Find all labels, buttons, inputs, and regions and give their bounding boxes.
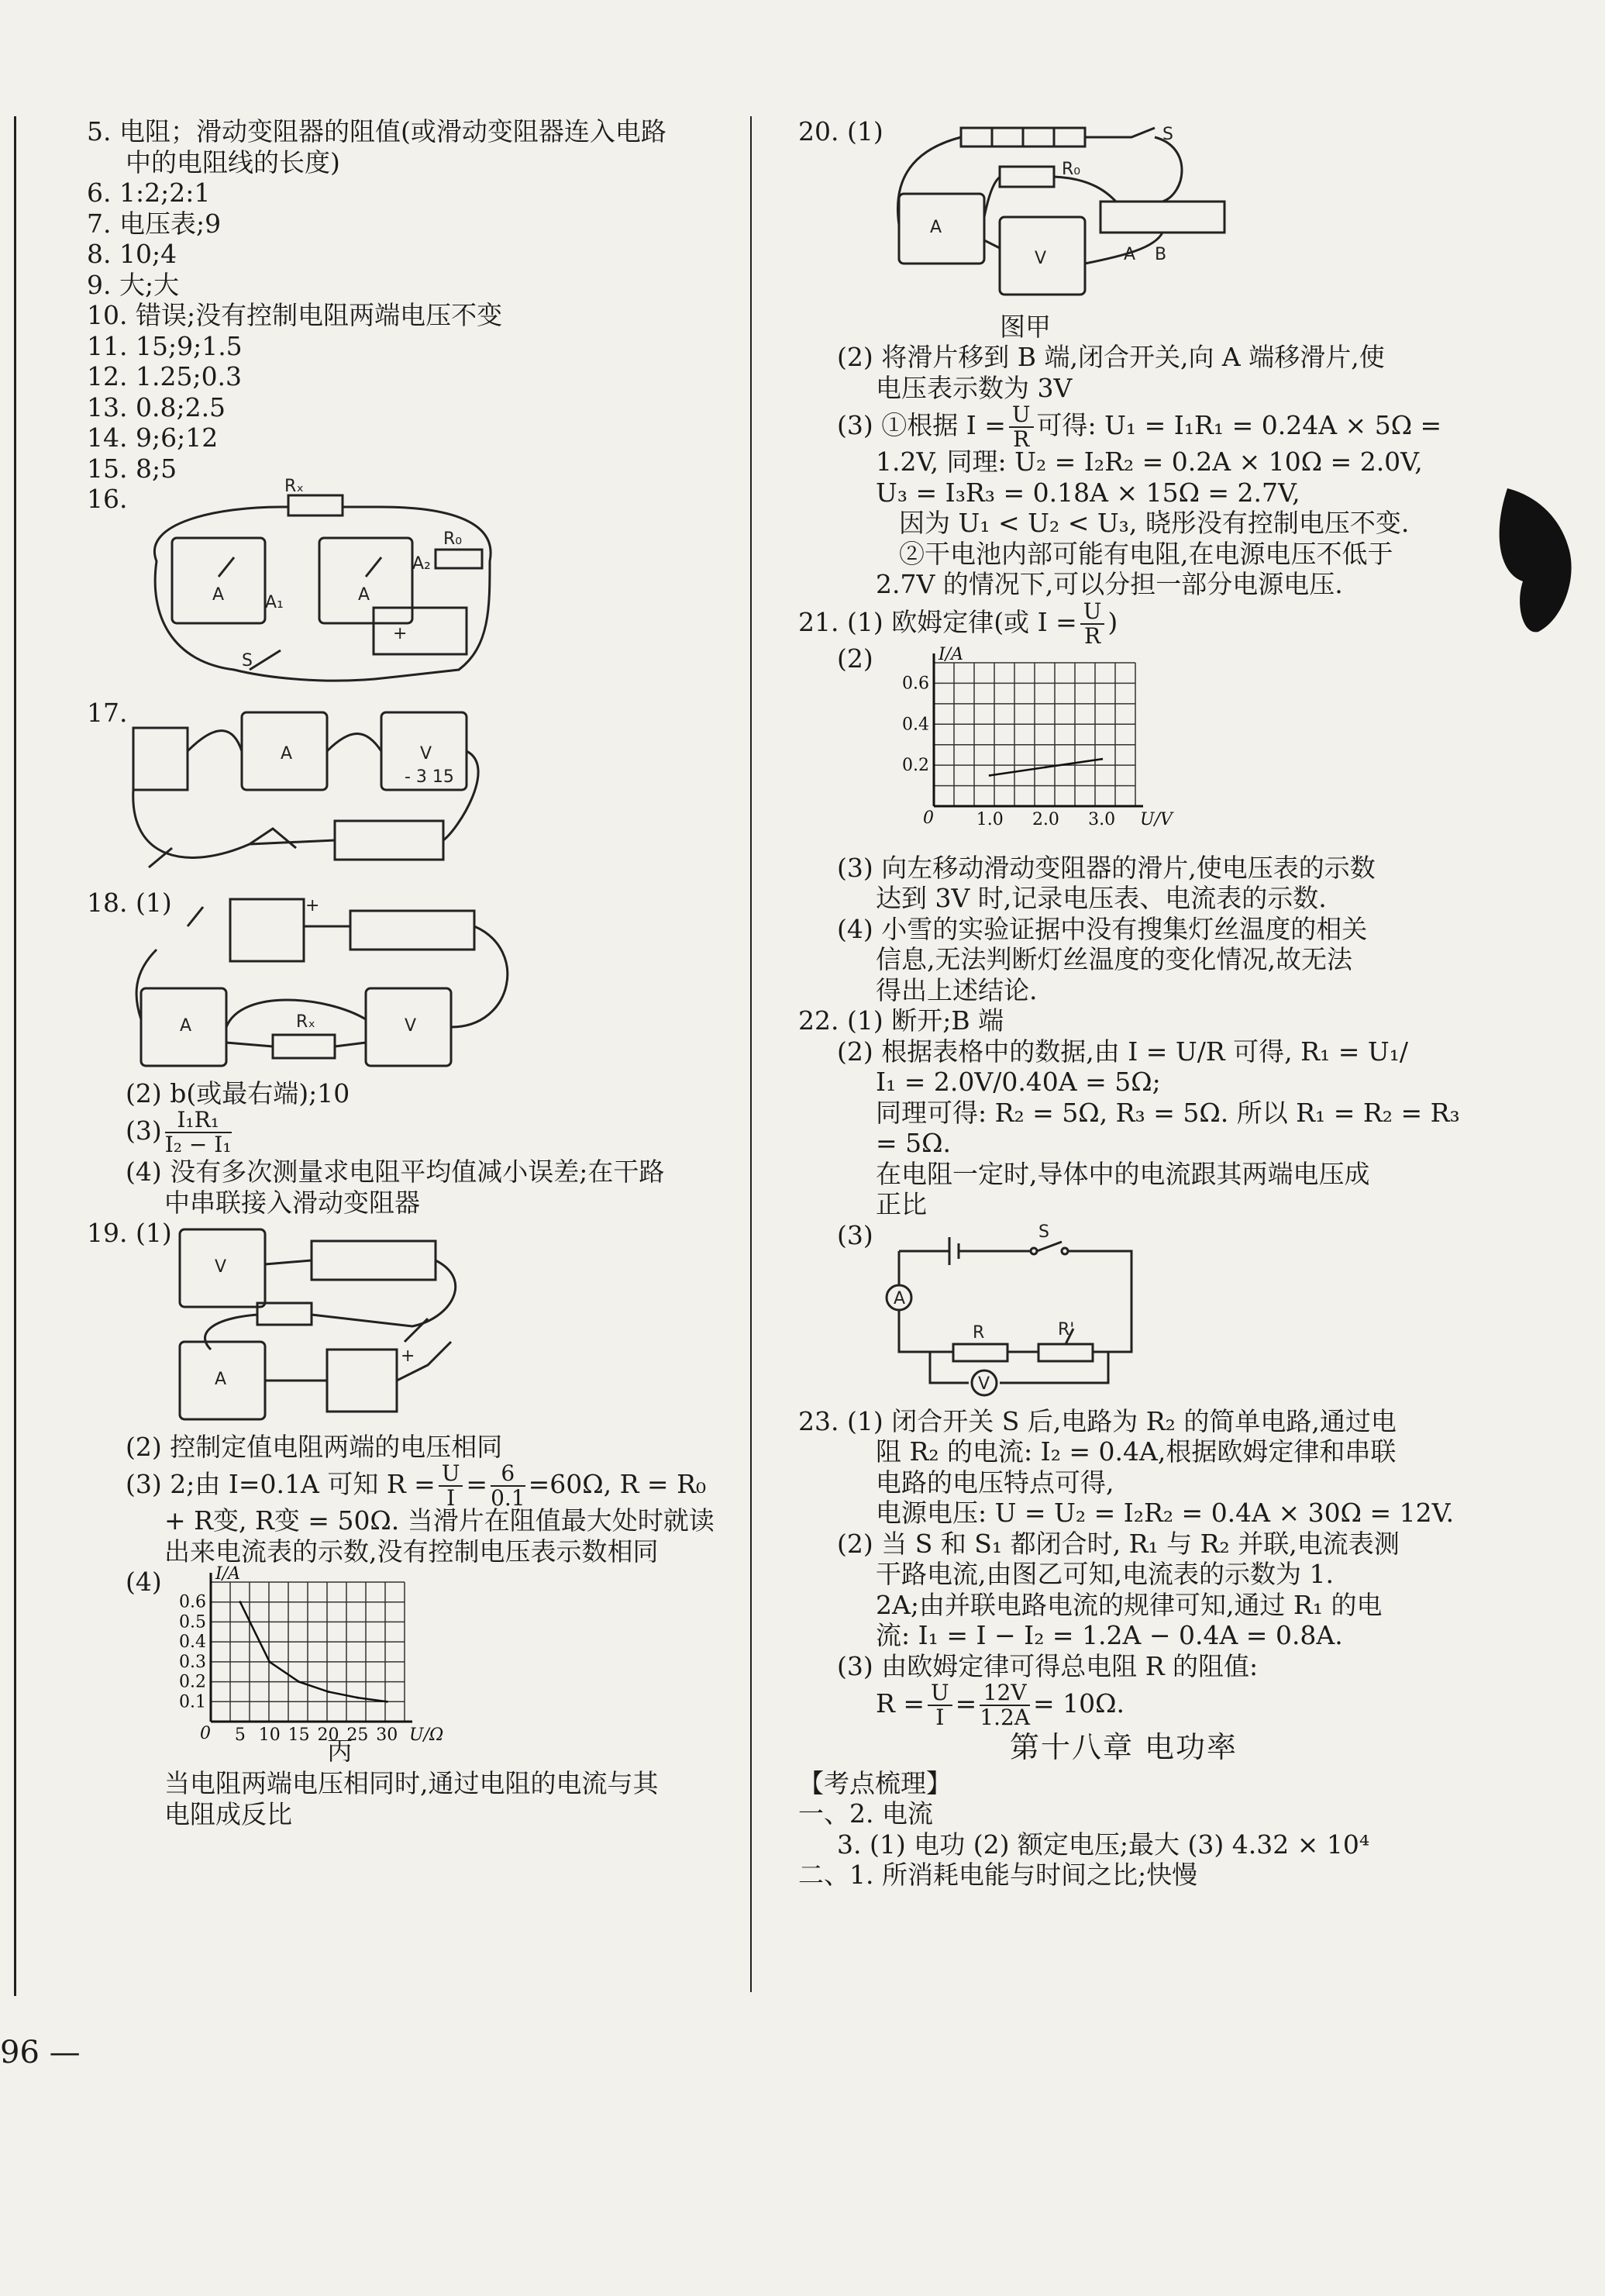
data-point [268,1660,270,1663]
answer-19-conclusion: 当电阻两端电压相同时,通过电阻的电流与其 [164,1768,659,1798]
ammeter-symbol: A [894,1288,906,1308]
fraction-u-over-i: $\frac{U}{I}$ [439,1462,463,1510]
chart-current-vs-resistance [172,1564,498,1753]
label-a1: A₁ [265,592,284,612]
answer-22-2-c: 同理可得: R₂ = 5Ω, R₃ = 5Ω. 所以 R₁ = R₂ = R₃ [876,1097,1460,1128]
data-point [356,1697,359,1699]
x-tick-label: 3.0 [1088,809,1116,829]
label-s-22: S [1038,1222,1049,1242]
answer-19-3: (3) 2;由 I=0.1A 可知 R = $\frac{U}{I}$ = $\frac{6}{0.1}$ =60Ω, R = R₀ [126,1460,707,1511]
label-rprime-22: R' [1058,1319,1075,1339]
answer-21-4-c: 得出上述结论. [876,974,1038,1005]
label-a2: A₂ [412,553,431,574]
data-point [239,1601,241,1603]
origin-label: 0 [923,808,934,828]
label-v-18: V [405,1015,417,1036]
answer-22-2-e: 在电阻一定时,导体中的电流跟其两端电压成 [876,1158,1370,1189]
answer-23-1-b: 阻 R₂ 的电流: I₂ = 0.4A,根据欧姆定律和串联 [876,1436,1397,1467]
answer-5-cont: 中的电阻线的长度) [126,147,340,178]
answer-23-1-d: 电源电压: U = U₂ = I₂R₂ = 0.4A × 30Ω = 12V. [876,1498,1455,1528]
answer-19-3-cont1: + R变, R变 = 50Ω. 当滑片在阻值最大处时就读 [164,1505,715,1536]
answer-20-3: (3) ①根据 I = $\frac{U}{R}$ 可得: U₁ = I₁R₁ = 0.24A × 5Ω = [837,402,1442,452]
x-tick-label: 20 [317,1725,339,1745]
answer-15: 15. 8;5 [87,453,177,484]
answer-23-1-c: 电路的电压特点可得, [876,1467,1114,1498]
answer-22-2-f: 正比 [876,1189,927,1219]
y-tick-label: 0.6 [902,673,929,693]
review-2: 3. (1) 电功 (2) 额定电压;最大 (3) 4.32 × 10⁴ [837,1829,1370,1860]
figure-21-2: (2) 0.2 0.4 0.6 1.0 2.0 3.0 0 I/A U/V [798,643,1449,853]
circuit-diagram-16 [126,476,560,693]
label-r0: R₀ [443,529,463,549]
figure-22-3: (3) S A V R R' [798,1220,1449,1406]
y-tick-label: 0.2 [179,1672,206,1692]
circuit-diagram-17 [126,705,560,883]
label-r0-20: R₀ [1062,159,1081,179]
x-axis-label: U/V [1140,809,1173,829]
label-r-22: R [973,1322,985,1343]
answer-21-3: (3) 向左移动滑动变阻器的滑片,使电压表的示数 [837,852,1376,883]
answer-23-3-formula: R = $\frac{U}{I}$ = $\frac{12V}{1.2A}$ = 10Ω. [876,1680,1125,1730]
answer-23-2-b: 干路电流,由图乙可知,电流表的示数为 1. [876,1559,1334,1589]
label-a-slider: A [1124,244,1136,264]
y-tick-label: 0.6 [179,1592,206,1612]
answer-23-2-d: 流: I₁ = I − I₂ = 1.2A − 0.4A = 0.8A. [876,1620,1343,1650]
answer-19-conclusion-cont: 电阻成反比 [164,1798,292,1829]
answer-18-3: (3) $\frac{\text{I₁R₁}}{\text{I₂ − I₁}}$ [126,1107,232,1157]
y-tick-label: 0.3 [179,1652,206,1672]
answer-20-3-c: U₃ = I₃R₃ = 0.18A × 15Ω = 2.7V, [876,477,1300,508]
chart-current-vs-voltage [891,643,1201,845]
answer-11: 11. 15;9;1.5 [87,330,243,361]
label-v-17: V [420,744,432,764]
label-plus-18: + [305,895,320,915]
series-line [240,1602,387,1702]
review-3: 二、1. 所消耗电能与时间之比;快慢 [798,1860,1198,1890]
answer-20-3-d: 因为 U₁ < U₂ < U₃, 晓彤没有控制电压不变. [899,508,1410,538]
review-1: 一、2. 电流 [798,1798,933,1829]
answer-22-2-d: = 5Ω. [876,1128,951,1158]
answer-8: 8. 10;4 [87,239,177,269]
answer-23-2: (2) 当 S 和 S₁ 都闭合时, R₁ 与 R₂ 并联,电流表测 [837,1528,1400,1559]
y-tick-label: 0.4 [902,714,929,734]
data-point [298,1681,300,1683]
answer-23-3: (3) 由欧姆定律可得总电阻 R 的阻值: [837,1650,1259,1681]
label-v-20: V [1035,248,1047,268]
x-tick-label: 30 [376,1725,398,1745]
origin-label: 0 [200,1724,211,1743]
answer-21-4-b: 信息,无法判断灯丝温度的变化情况,故无法 [876,944,1352,974]
left-column [87,116,738,1829]
answer-22-2-b: I₁ = 2.0V/0.40A = 5Ω; [876,1067,1161,1097]
x-tick-label: 10 [258,1725,281,1745]
fraction-12v-over-1.2a: $\frac{12V}{1.2A}$ [980,1680,1031,1730]
circuit-diagram-20 [891,124,1248,318]
answer-19: 19. (1) [87,1218,172,1248]
answer-18: 18. (1) [87,888,172,918]
circuit-schematic-22 [883,1220,1162,1398]
label-a-left: A [212,584,225,605]
y-axis-label: I/A [939,644,963,664]
answer-19-3-cont2: 出来电流表的示数,没有控制电压表示数相同 [164,1536,659,1567]
page-number: 96 — [0,2035,81,2070]
answer-10: 10. 错误;没有控制电阻两端电压不变 [87,300,503,330]
answer-23-2-c: 2A;由并联电路电流的规律可知,通过 R₁ 的电 [876,1589,1383,1620]
answer-20-2-cont: 电压表示数为 3V [876,372,1073,403]
y-tick-label: 0.5 [179,1612,206,1632]
label-b-slider: B [1155,244,1167,264]
figure-19-4: (4) 0.1 0.2 0.3 0.4 0.5 0.6 5 10 15 20 25 30 0 I/A U/Ω 丙 [87,1567,738,1768]
circuit-diagram-18 [126,895,560,1074]
data-point [1100,757,1103,760]
x-tick-label: 15 [288,1725,310,1745]
x-tick-label: 25 [346,1725,369,1745]
circuit-diagram-19 [164,1226,598,1427]
answer-13: 13. 0.8;2.5 [87,391,226,422]
data-point [386,1701,388,1703]
figure-label-bing: 丙 [327,1736,353,1766]
label-minus-v-17: - 3 15 [405,767,454,787]
data-point [327,1691,329,1693]
answer-14: 14. 9;6;12 [87,422,219,453]
answer-21-4: (4) 小雪的实验证据中没有搜集灯丝温度的相关 [837,913,1368,944]
fraction-u-over-r-21: $\frac{U}{R}$ [1080,600,1105,648]
right-column [798,116,1460,1891]
answer-20-3-e: ②干电池内部可能有电阻,在电源电压不低于 [899,538,1393,569]
answer-21-1: 21. (1) 欧姆定律(或 I = $\frac{U}{R}$ ) [798,598,1118,649]
answer-9: 9. 大;大 [87,269,180,300]
label-rx-18: Rₓ [296,1012,316,1032]
label-rx: Rₓ [284,476,305,496]
answer-18-4: (4) 没有多次测量求电阻平均值减小误差;在干路 [126,1157,665,1187]
ink-blot-decoration [1492,488,1577,636]
answer-20: 20. (1) [798,116,883,147]
fraction-6-over-0.1: $\frac{6}{0.1}$ [491,1460,525,1511]
label-v-19: V [215,1257,227,1277]
answer-21-3-cont: 达到 3V 时,记录电压表、电流表的示数. [876,883,1327,913]
y-tick-label: 0.1 [179,1692,206,1712]
answer-19-2: (2) 控制定值电阻两端的电压相同 [126,1431,503,1462]
figure-label-jia: 图甲 [1000,311,1051,342]
x-axis-label: U/Ω [409,1725,444,1745]
column-divider [750,116,752,1992]
chapter-heading: 第十八章 电功率 [1009,1730,1238,1764]
left-margin-rule [14,116,16,1996]
y-tick-label: 0.4 [179,1632,206,1653]
answer-5: 5. 电阻；滑动变阻器的阻值(或滑动变阻器连入电路 [87,116,666,147]
y-axis-label: I/A [215,1564,240,1584]
label-a-19: A [215,1369,227,1389]
answer-18-2: (2) b(或最右端);10 [126,1077,350,1108]
x-tick-label: 1.0 [976,809,1004,829]
data-point [1045,766,1047,768]
y-tick-label: 0.2 [902,755,929,775]
x-tick-label: 5 [234,1725,246,1745]
answer-20-2: (2) 将滑片移到 B 端,闭合开关,向 A 端移滑片,使 [837,342,1385,372]
answer-20-3-b: 1.2V, 同理: U₂ = I₂R₂ = 0.2A × 10Ω = 2.0V, [876,446,1423,477]
label-s: S [242,650,253,671]
formula-fraction: $\frac{\text{I₁R₁}}{\text{I₂ − I₁}}$ [164,1107,232,1157]
label-battery-plus: + [393,623,408,643]
label-a-20: A [930,217,942,237]
label-a-right: A [358,584,370,605]
fraction-u-over-r: $\frac{U}{R}$ [1009,403,1034,451]
voltmeter-symbol: V [978,1374,990,1394]
label-s-20: S [1162,124,1173,144]
answer-7: 7. 电压表;9 [87,208,222,239]
answer-22-1: 22. (1) 断开;B 端 [798,1005,1004,1036]
answer-20-3-f: 2.7V 的情况下,可以分担一部分电源电压. [876,569,1343,599]
answer-22-2: (2) 根据表格中的数据,由 I = U/R 可得, R₁ = U₁/ [837,1036,1408,1067]
x-tick-label: 2.0 [1032,809,1059,829]
answer-17: 17. [87,697,128,728]
answer-23-1: 23. (1) 闭合开关 S 后,电路为 R₂ 的简单电路,通过电 [798,1405,1397,1436]
label-a-17: A [281,744,293,764]
label-a-18: A [180,1015,192,1036]
answer-6: 6. 1:2;2:1 [87,178,211,208]
answer-12: 12. 1.25;0.3 [87,361,243,391]
label-plus-19: + [401,1346,415,1366]
answer-18-4-cont: 中串联接入滑动变阻器 [164,1187,420,1218]
section-label: 【考点梳理】 [798,1767,952,1798]
answer-16: 16. [87,484,128,514]
fraction-u-over-i-23: $\frac{U}{I}$ [928,1681,952,1729]
data-point [989,774,991,776]
